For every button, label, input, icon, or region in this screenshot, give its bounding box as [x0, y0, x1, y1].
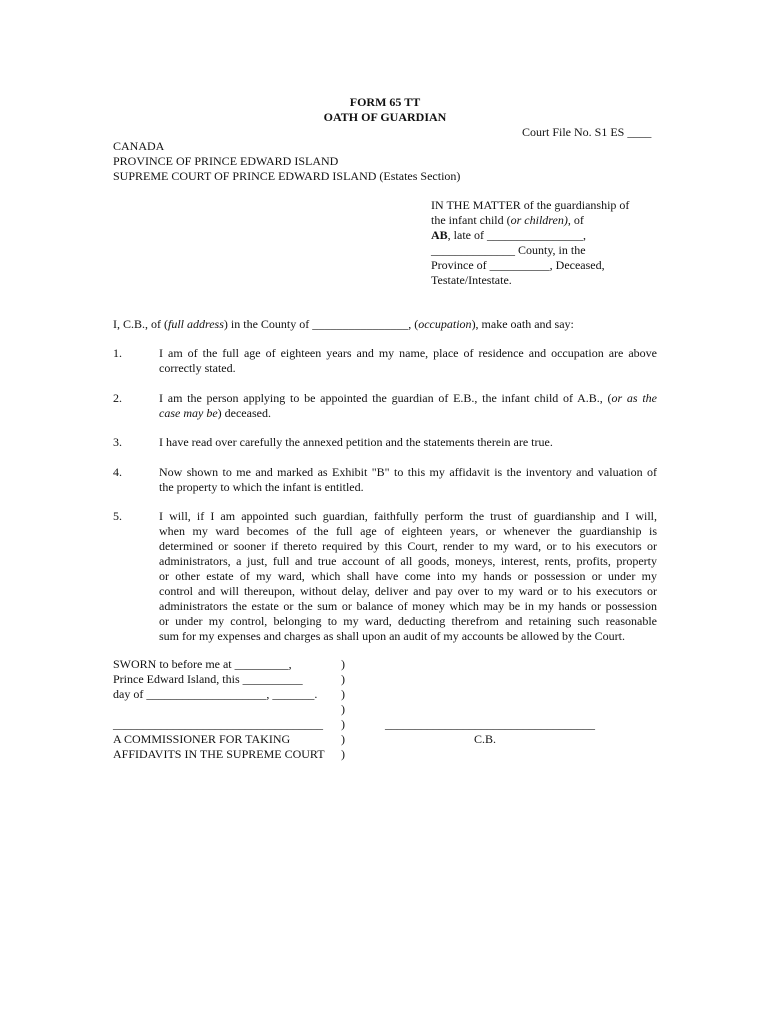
- bracket: ): [341, 702, 345, 716]
- matter-line: the infant child (or children), of: [431, 213, 584, 227]
- court-name: SUPREME COURT OF PRINCE EDWARD ISLAND (Estates Section): [113, 169, 461, 183]
- jurat-line: SWORN to before me at _________,: [113, 657, 292, 671]
- paragraph-number: 4.: [113, 465, 122, 479]
- jurat-line: Prince Edward Island, this __________: [113, 672, 303, 686]
- paragraph-text: I will, if I am appointed such guardian, faithfully perform the trust of guardianship and I will, when my ward becomes of the full age of eighteen years, or whenever the guardianship is determined or sooner if thereto required by this Court, render to my ward, or to his executors or administrators, a just, full and true account of all goods, moneys, interest, rents, profits, property or other estate of my ward, which shall have come into my hands or possession or under my control and will thereupon, without delay, deliver and pay over to my ward or to his executors or administrators the estate or the sum or balance of money which may be in my hands or possession or under my control, belonging to my ward, deducting therefrom and retaining such reasonable sum for my expenses and charges as shall upon an audit of my accounts be allowed by the Court.: [159, 509, 657, 643]
- bracket: ): [341, 732, 345, 746]
- jurisdiction-province: PROVINCE OF PRINCE EDWARD ISLAND: [113, 154, 339, 168]
- form-title: OATH OF GUARDIAN: [323, 110, 447, 124]
- oath-intro: I, C.B., of (full address) in the County of ________________, (occupation), make oath and say:: [113, 317, 574, 331]
- paragraph-text: I have read over carefully the annexed petition and the statements therein are true.: [159, 435, 553, 449]
- paragraph-number: 1.: [113, 346, 122, 360]
- bracket: ): [341, 672, 345, 686]
- matter-line: Testate/Intestate.: [431, 273, 512, 287]
- jurisdiction-country: CANADA: [113, 139, 165, 153]
- paragraph-number: 3.: [113, 435, 122, 449]
- bracket: ): [341, 717, 345, 731]
- paragraph-text: I am the person applying to be appointed the guardian of E.B., the infant child of A.B., (or as the case may be) deceased.: [159, 391, 657, 420]
- bracket: ): [341, 747, 345, 761]
- paragraph-number: 2.: [113, 391, 122, 405]
- paragraph-number: 5.: [113, 509, 122, 523]
- paragraph-text: Now shown to me and marked as Exhibit "B" to this my affidavit is the inventory and valuation of the property to which the infant is entitled.: [159, 465, 657, 494]
- bracket: ): [341, 657, 345, 671]
- commissioner-title: AFFIDAVITS IN THE SUPREME COURT: [113, 747, 325, 761]
- form-number: FORM 65 TT: [349, 95, 421, 109]
- bracket: ): [341, 687, 345, 701]
- matter-line: Province of __________, Deceased,: [431, 258, 605, 272]
- matter-line: ______________ County, in the: [431, 243, 586, 257]
- court-file-number: Court File No. S1 ES ____: [522, 125, 652, 139]
- jurat-line: day of ____________________, _______.: [113, 687, 318, 701]
- commissioner-title: A COMMISSIONER FOR TAKING: [113, 732, 291, 746]
- matter-line: IN THE MATTER of the guardianship of: [431, 198, 630, 212]
- deponent-name: C.B.: [474, 732, 497, 746]
- matter-line: AB, late of ________________,: [431, 228, 586, 242]
- paragraph-text: I am of the full age of eighteen years and my name, place of residence and occupation are above correctly stated.: [159, 346, 657, 375]
- commissioner-signature-line: ___________________________________: [113, 717, 323, 731]
- deponent-signature-line: ___________________________________: [385, 717, 595, 731]
